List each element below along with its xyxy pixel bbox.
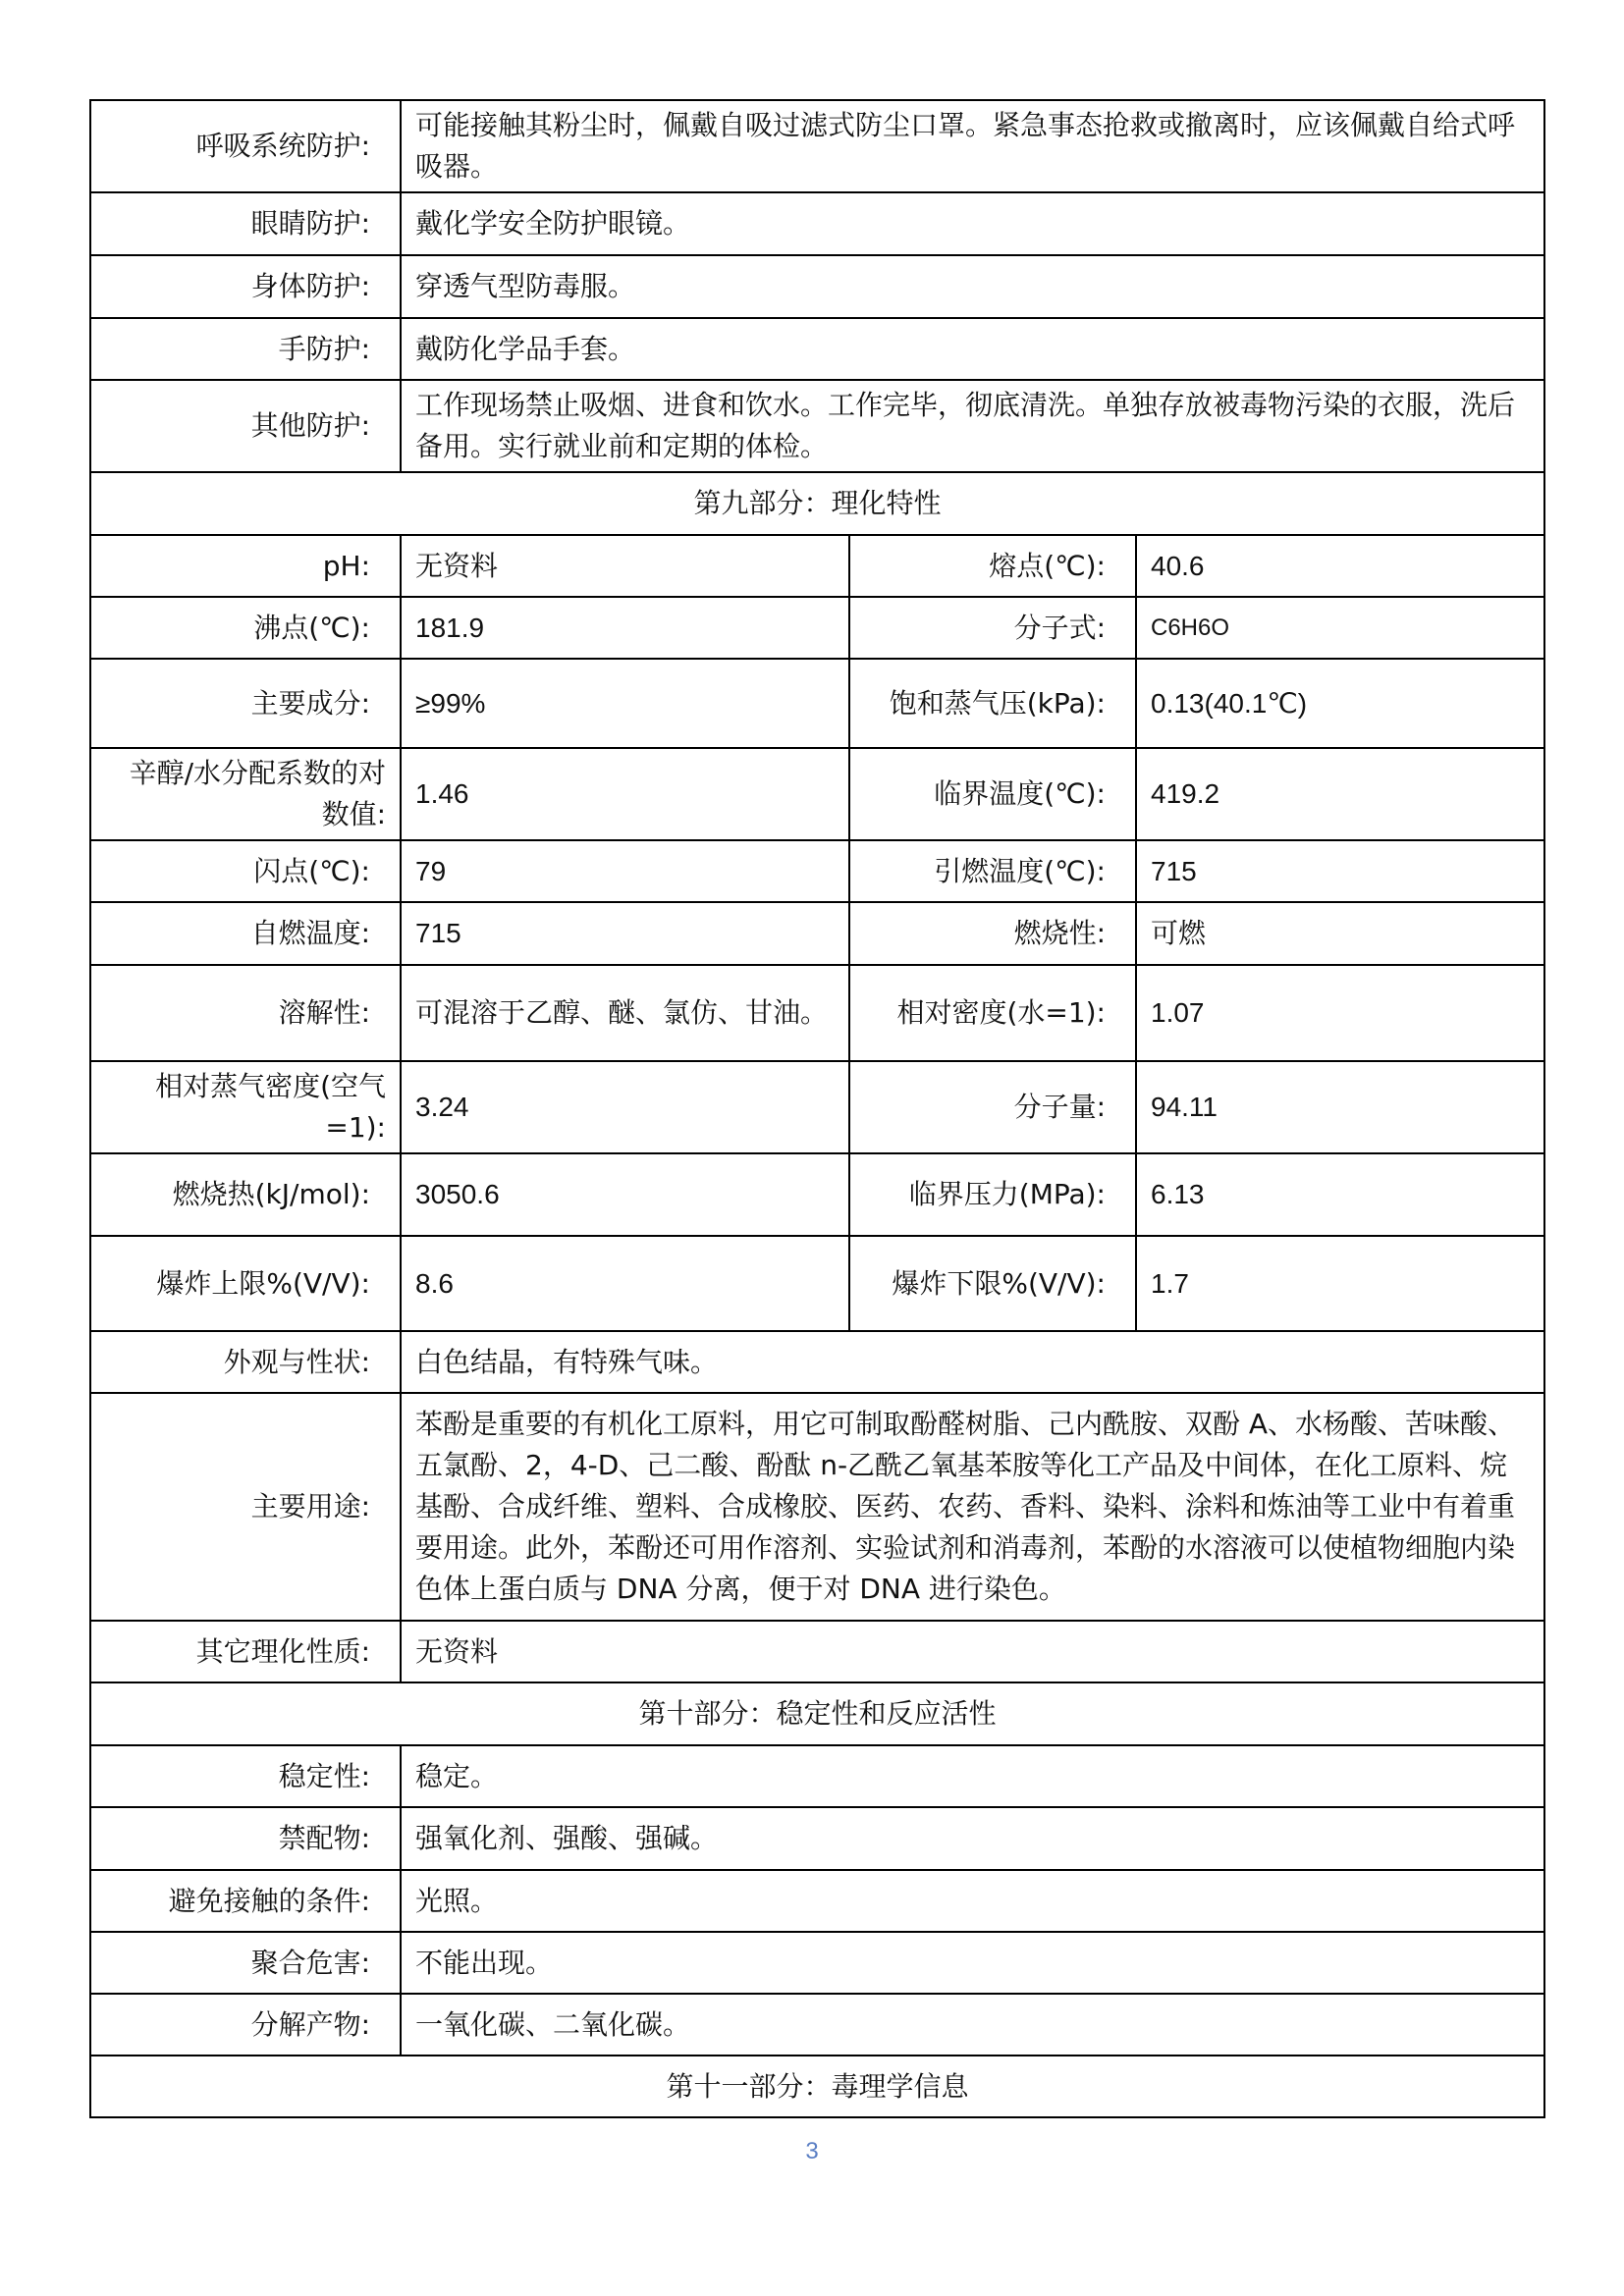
property-label: 闪点(℃): [90,840,401,902]
property-row [90,965,1544,1061]
polymerization-value: 不能出现。 [401,1932,1544,1994]
respiratory-row [90,100,1544,192]
stability-row [90,1745,1544,1807]
property-value: 无资料 [401,535,849,597]
polymerization-label: 聚合危害: [90,1932,401,1994]
section11-title: 第十一部分：毒理学信息 [90,2056,1544,2117]
uses-value: 苯酚是重要的有机化工原料，用它可制取酚醛树脂、己内酰胺、双酚 A、水杨酸、苦味酸、五氯酚、2，4-D、己二酸、酚酞 n-乙酰乙氧基苯胺等化工产品及中间体，在化工原料、烷基酚、合成纤维、塑料、合成橡胶、医药、农药、香料、染料、涂料和炼油等工业中有着重要用途。此外，苯酚还可用作溶剂、实验试剂和消毒剂，苯酚的水溶液可以使植物细胞内染色体上蛋白质与 DNA 分离，便于对 DNA 进行染色。 [401,1393,1544,1621]
hand-value: 戴防化学品手套。 [401,318,1544,380]
respiratory-label: 呼吸系统防护: [90,100,401,192]
section9-title: 第九部分：理化特性 [90,472,1544,535]
property-value: 可燃 [1136,902,1544,965]
respiratory-value: 可能接触其粉尘时，佩戴自吸过滤式防尘口罩。紧急事态抢救或撤离时，应该佩戴自给式呼吸器。 [401,100,1544,192]
section9-header-row [90,472,1544,535]
section10-title: 第十部分：稳定性和反应活性 [90,1682,1544,1745]
property-row [90,597,1544,659]
property-label: 沸点(℃): [90,597,401,659]
property-value: 715 [401,902,849,965]
property-row [90,535,1544,597]
section11-header-row [90,2056,1544,2117]
property-label: 燃烧性: [849,902,1136,965]
eye-label: 眼睛防护: [90,192,401,255]
property-row [90,1061,1544,1153]
property-value: 0.13(40.1℃) [1136,659,1544,748]
property-value: 40.6 [1136,535,1544,597]
stability-label: 稳定性: [90,1745,401,1807]
section10-header-row [90,1682,1544,1745]
appearance-value: 白色结晶，有特殊气味。 [401,1331,1544,1393]
avoid-label: 避免接触的条件: [90,1870,401,1932]
body-row [90,255,1544,318]
incompatible-value: 强氧化剂、强酸、强碱。 [401,1807,1544,1870]
property-value: 1.46 [401,748,849,840]
property-value: C6H6O [1136,597,1544,659]
property-label: 分子式: [849,597,1136,659]
property-label: 分子量: [849,1061,1136,1153]
property-value: 715 [1136,840,1544,902]
other-protection-label: 其他防护: [90,380,401,472]
incompatible-row [90,1807,1544,1870]
eye-row [90,192,1544,255]
property-value: 79 [401,840,849,902]
property-label: 临界压力(MPa): [849,1153,1136,1236]
property-label: 熔点(℃): [849,535,1136,597]
other-props-row [90,1621,1544,1682]
property-label: 饱和蒸气压(kPa): [849,659,1136,748]
uses-row [90,1393,1544,1621]
property-row [90,902,1544,965]
property-value: 6.13 [1136,1153,1544,1236]
property-label: 相对蒸气密度(空气=1): [90,1061,401,1153]
property-row [90,1236,1544,1331]
property-label: 溶解性: [90,965,401,1061]
other-protection-value: 工作现场禁止吸烟、进食和饮水。工作完毕，彻底清洗。单独存放被毒物污染的衣服，洗后备用。实行就业前和定期的体检。 [401,380,1544,472]
uses-label: 主要用途: [90,1393,401,1621]
other-protection-row [90,380,1544,472]
other-props-label: 其它理化性质: [90,1621,401,1682]
property-value: 3.24 [401,1061,849,1153]
property-label: pH: [90,535,401,597]
polymerization-row [90,1932,1544,1994]
property-label: 临界温度(℃): [849,748,1136,840]
property-label: 爆炸下限%(V/V): [849,1236,1136,1331]
property-label: 自燃温度: [90,902,401,965]
property-label: 相对密度(水=1): [849,965,1136,1061]
property-value: 3050.6 [401,1153,849,1236]
property-value: 181.9 [401,597,849,659]
property-value: 1.7 [1136,1236,1544,1331]
property-row [90,748,1544,840]
incompatible-label: 禁配物: [90,1807,401,1870]
hand-row [90,318,1544,380]
decomposition-value: 一氧化碳、二氧化碳。 [401,1994,1544,2056]
property-label: 引燃温度(℃): [849,840,1136,902]
property-row [90,659,1544,748]
stability-value: 稳定。 [401,1745,1544,1807]
other-props-value: 无资料 [401,1621,1544,1682]
property-value: ≥99% [401,659,849,748]
property-value: 1.07 [1136,965,1544,1061]
decomposition-row [90,1994,1544,2056]
property-value: 94.11 [1136,1061,1544,1153]
page-number: 3 [805,2138,819,2164]
avoid-value: 光照。 [401,1870,1544,1932]
property-label: 爆炸上限%(V/V): [90,1236,401,1331]
property-label: 主要成分: [90,659,401,748]
eye-value: 戴化学安全防护眼镜。 [401,192,1544,255]
property-row [90,1153,1544,1236]
property-label: 燃烧热(kJ/mol): [90,1153,401,1236]
property-row [90,840,1544,902]
hand-label: 手防护: [90,318,401,380]
appearance-row [90,1331,1544,1393]
body-value: 穿透气型防毒服。 [401,255,1544,318]
appearance-label: 外观与性状: [90,1331,401,1393]
property-label: 辛醇/水分配系数的对数值: [90,748,401,840]
decomposition-label: 分解产物: [90,1994,401,2056]
property-value: 可混溶于乙醇、醚、氯仿、甘油。 [401,965,849,1061]
property-value: 8.6 [401,1236,849,1331]
msds-table [89,99,1545,2118]
body-label: 身体防护: [90,255,401,318]
avoid-row [90,1870,1544,1932]
property-value: 419.2 [1136,748,1544,840]
